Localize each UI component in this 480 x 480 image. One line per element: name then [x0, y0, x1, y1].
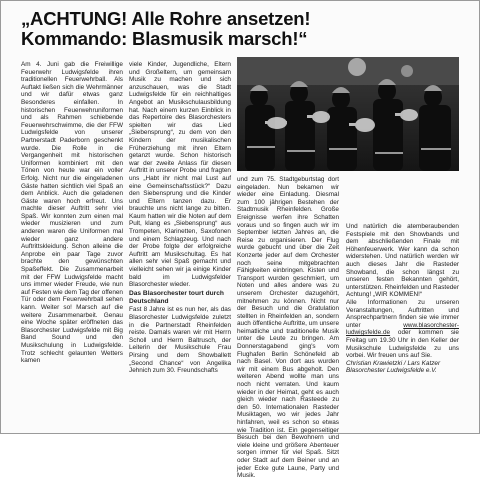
orchestra-photo-image: [237, 57, 459, 171]
website-link[interactable]: www.blasorchester-ludwigsfelde.de: [346, 321, 459, 337]
column-4-text-a: Und natürlich die atemberaubenden Festspiele mit den Showbands und dem abschließenden Finale mit Höhenfeuerwerk. Wer kann da schon widerstehen. Und natürlich werden wir auch dieses Jahr die Rasteder Showband, die schon längst zu unseren festen Bekannten gehört, unterstützen. Rheinfelden und Rasteder Achtung! „WIR KOMMEN!“: [346, 223, 459, 299]
article-headline: [21, 9, 461, 49]
headline-line-2: Kommando: Blasmusik marsch!“: [21, 28, 308, 49]
section-subheading: Das Blasorchester tourt durch Deutschland: [129, 289, 224, 305]
column-1-text: Am 4. Juni gab die Freiwillige Feuerwehr Ludwigsfelde ihren traditionellen Feuerwehrball. Als Auftakt ließen sich die Wehrmänner und wir dafür etwas ganz Besonderes einfallen. In historischen Feuerwehruniformen und als Rahmen schiebende Feuerwehrschwimme, die der FFW Ludwigsfelde von unserer Partnerstadt Paderborn geschenkt wurde. Die Rolle in die Vergangenheit mit historischen Uniformen kombiniert mit den Tönen von heute war ein voller Erfolg. Nicht nur die eingeladenen Gäste hatten sichtlich viel Spaß an dem Anblick. Auch die geladenen Gäste waren hoch erfreut. Uns machte dieser Auftritt sehr viel Spaß. Wir konnten zum einen mal wieder musizieren und zum anderen waren die Uniformen mal wieder ganz andere Auftrittskleidung. Schon alleine die Anprobe ein paar Tage zuvor brachte den gewünschten Spaßeffekt. Die Zusammenarbeit mit der FFW Ludwigsfelde macht uns immer wieder Freude, wie nun auf Festen wie dem Tag der offenen Tür oder dem Feuerwehrball sehen kann. Weiter so! Marsch auf die weitere Zusammenarbeit. Genau eine Woche später eröffneten das Blasorchester Ludwigsfelde mit Big Band Sound und den Musikschulung in Ludwigsfelde. Trotz schlecht gelaunten Wetters kamen: [21, 61, 123, 365]
column-4-text-b: [346, 299, 459, 360]
author-signature: Christian Krawietzki / Lars Katzer Blasorchester Ludwigsfelde e.V.: [346, 359, 441, 375]
article-column-3: [237, 176, 339, 480]
article-column-2: [129, 61, 231, 429]
article-column-4: [346, 223, 459, 429]
article-column-1: [21, 61, 123, 429]
column-3-text: und zum 75. Stadtgeburtstag dort eingeladen. Nun bekamen wir wieder eine Einladung. Diesmal zum 100 jährigen Bestehen der Stadtmusik Rheinfelden. Große Ereignisse werfen ihre Schatten voraus und so fingen auch wir im September letzten Jahres an, die Reise zu organisieren. Der Flug wurde gebucht und über die Zeit Konzerte jeder auf dem Orchester noch seine mitgebrachten Fähigkeiten einbringen. Kisten und Transport wurden geschmiert, um Noten und alles andere was zu unserem Orchester dazugehört, mitnehmen zu können. Nicht nur der Besuch und die Gratulation stellten in Rheinfelden an, sondern auch öffentliche Auftritte, um unsere heimatliche und traditionelle Musik unter die Leute zu bringen. Am Donnerstagabend ging's vom Flughafen Berlin Schönefeld ab nach Basel. Von dort aus wurden wir mit einem Bus abgeholt. Den weiteren Abend wollte man uns noch nicht verraten. Und kaum wieder in der Heimat, geht es auch gleich wieder nach Rasteede zu den 50. Internationalen Rasteder Musiktagen, wo wir jedes Jahr hinfahren, weil es schon so etwas wie Tradition ist. Ein gegenseitiger Besuch bei den Bewohnern und viele kleine und größere Abenteuer sorgen immer für viel Spaß. Sitzt oder Stadt auf dem Beiner und an jeder Ecke gute Laune, Party und Musik.: [237, 176, 339, 480]
info-text-suffix: oder kommen sie Freitag um 19.30 Uhr in den Keller der Musikschule Ludwigsfelde zu uns vorbei. Wir freuen uns auf Sie.: [346, 329, 459, 360]
column-2-text-b: Fast 8 Jahre ist es nun her, als das Blasorchester Ludwigsfelde zuletzt in die Partnerstadt Rheinfelden reiste. Damals waren wir mit Herrn Scholl und Herrn Baltrusch, der Leiterin der Musikschule Frau Pirsing und dem Showballett „Second Chance“ von Angelika Jehnich zum 30. Freundschafts: [129, 306, 231, 375]
headline-line-1: „ACHTUNG! Alle Rohre ansetzen!: [21, 8, 311, 29]
column-2-text-a: viele Kinder, Jugendliche, Eltern und Großeltern, um gemeinsam Musik zu machen und sich anzuschauen, was die Stadt Ludwigsfelde für ein reichhaltiges Angebot an Musikschulausbildung hat. Nach einem kurzen Einblick in das Repertoire des Blasorchesters spielten wir das Lied „Siebensprung“, zu dem von den Kindern der musikalischen Früherziehung mit ihren Eltern getanzt wurde. Schon historisch war der zweite Anlass für diesen Auftritt in unserer Probe und fragten uns „Habt ihr nicht mal Lust auf eine Gemeinschaftsstück?“ Dazu den Siebensprung und die Kinder und Eltern tanzen dazu. Er brauchte uns nicht lange zu bitten. Kaum hatten wir die Noten auf dem Pult, klang es „Siebensprung“ aus Trompeten, Klarinetten, Saxofonen und einem Schlagzeug. Und nach der Probe folgte der erfolgreiche Auftritt am Musikschultag. Es hat allen sehr viel Spaß gemacht und vielleicht sehen wir ja einige Kinder bald im Ludwigsfelder Blasorchester wieder.: [129, 61, 231, 289]
orchestra-photo: [237, 57, 459, 171]
info-text-prefix: Alle Informationen zu unseren Veranstaltungen, Auftritten und Ansprechpartnern finden sie wie immer unter: [346, 298, 459, 329]
